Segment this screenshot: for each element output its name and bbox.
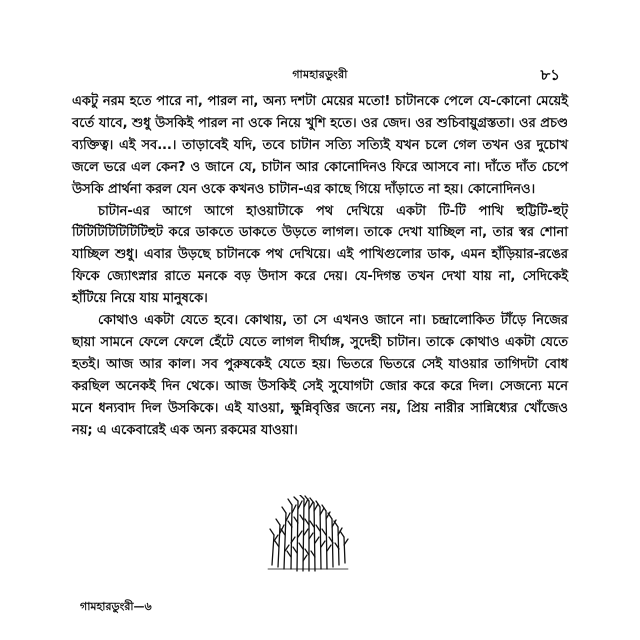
paragraph: কোথাও একটা যেতে হবে। কোথায়, তা সে এখনও জানে না। চন্দ্রালোকিত টাঁড়ে নিজের ছায়া সামনে ফেলে ফেলে হেঁটে যেতে লাগল দীর্ঘাঙ্গ, সুদেহী চাটান। তাকে কোথাও একটা যেতে হতই। আজ আর কাল। সব পুরুষকেই যেতে হয়। ভিতরে ভিতরে সেই যাওয়ার তাগিদটা বোধ করছিল অনেকই দিন থেকে। আজ উসকিই সেই সুযোগটা জোর করে করে দিল। সেজন্যে মনে মনে ধন্যবাদ দিল উসকিকে। এই যাওয়া, ক্ষুন্নিবৃত্তির জন্যে নয়, প্রিয় নারীর সান্নিধ্যের খোঁজেও নয়; এ একেবারেই এক অন্য রকমের যাওয়া। (72, 313, 568, 438)
running-head (80, 66, 560, 86)
grass-tuft-icon (264, 495, 352, 573)
body-text (72, 91, 568, 442)
paragraph: একটু নরম হতে পারে না, পারল না, অন্য দশটা মেয়ের মতো! চাটানকে পেলে যে-কোনো মেয়েই বর্তে যাবে, শুধু উসকিই পারল না ওকে নিয়ে খুশি হতে। ওর জেদ। ওর শুচিবায়ুগ্রস্ততা। ওর প্রচণ্ড ব্যক্তিত্ব। এই সব...। তাড়াবেই যদি, তবে চাটান সত্যি সত্যিই যখন চলে গেল তখন ওর দুচোখ জলে ভরে এল কেন? ও জানে যে, চাটান আর কোনোদিনও ফিরে আসবে না। দাঁতে দাঁত চেপে উসকি প্রার্থনা করল যেন ওকে কখনও চাটান-এর কাছে গিয়ে দাঁড়াতে না হয়। কোনোদিনও। (72, 94, 568, 197)
page-number: ৮১ (540, 66, 560, 84)
paragraph: চাটান-এর আগে আগে হাওয়াটাকে পথ দেখিয়ে একটা টি-টি পাখি হুট্টিটি-হুট্ টিটিটিটিটিটিটিহুট করে ডাকতে ডাকতে উড়তে লাগল। তাকে দেখা যাচ্ছিল না, তার স্বর শোনা যাচ্ছিল শুধু। এবার উড়ছে চাটানকে পথ দেখিয়ে। এই পাখিগুলোর ডাক, এমন হাঁড়িয়ার-রঙের ফিকে জ্যোৎস্নার রাতে মনকে বড় উদাস করে দেয়। যে-দিগন্ত তখন দেখা যায় না, সেদিকেই হাঁটিয়ে নিয়ে যায় মানুষকে। (72, 203, 568, 307)
signature-line: গামহারডুংরী—৬ (80, 600, 152, 613)
running-head-title: গামহারডুংরী (292, 68, 348, 81)
